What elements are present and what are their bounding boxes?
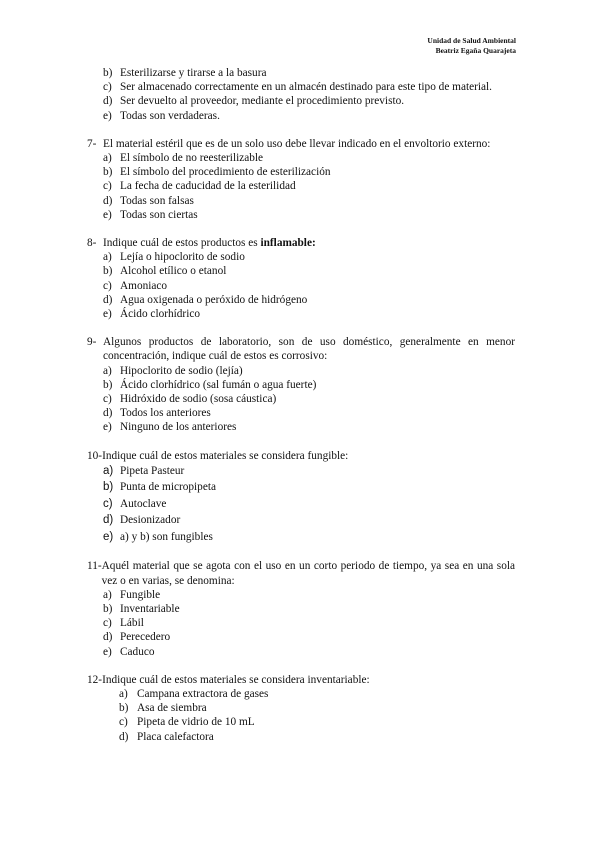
option-text: Placa calefactora xyxy=(137,730,214,743)
option-letter: e) xyxy=(103,530,114,543)
option-letter: a) xyxy=(103,464,114,477)
option-letter: a) xyxy=(103,364,112,377)
question-stem xyxy=(87,137,515,151)
question-number: 10- xyxy=(87,449,103,462)
option-letter: e) xyxy=(103,421,112,434)
option-text: Todos los anteriores xyxy=(120,407,211,420)
option-text: La fecha de caducidad de la esterilidad xyxy=(120,180,296,193)
option xyxy=(87,588,515,602)
option-letter: d) xyxy=(103,194,113,207)
option xyxy=(87,463,515,480)
question-stem xyxy=(87,236,515,250)
option-text: Ser devuelto al proveedor, mediante el procedimiento previsto. xyxy=(120,95,405,108)
option-text: Todas son ciertas xyxy=(120,208,198,221)
option-text: Autoclave xyxy=(120,497,167,510)
option xyxy=(87,264,515,278)
option xyxy=(87,616,515,630)
option xyxy=(87,279,515,293)
option-text: Todas son falsas xyxy=(120,194,194,207)
question-text: Indique cuál de estos materiales se considera inventariable: xyxy=(102,673,370,686)
option-letter: b) xyxy=(103,265,113,278)
option-letter: c) xyxy=(103,180,112,193)
question-text-bold: inflamable: xyxy=(260,237,316,250)
option-text: Pipeta Pasteur xyxy=(120,464,185,477)
option-letter: b) xyxy=(103,481,114,494)
question-stem xyxy=(87,449,515,463)
option-letter: c) xyxy=(103,81,112,94)
option-text: Asa de siembra xyxy=(137,702,207,715)
question-text: Indique cuál de estos materiales se considera fungible: xyxy=(102,449,349,462)
option-letter: c) xyxy=(103,279,112,292)
question-text xyxy=(103,236,515,250)
option-letter: e) xyxy=(103,109,112,122)
option-letter: c) xyxy=(119,716,128,729)
page-header xyxy=(427,36,516,56)
question-stem xyxy=(87,673,515,687)
option-text: Punta de micropipeta xyxy=(120,481,216,494)
option-text: Perecedero xyxy=(120,631,171,644)
option-letter: b) xyxy=(119,702,129,715)
option-letter: c) xyxy=(103,617,112,630)
options-q9 xyxy=(87,364,515,435)
option xyxy=(87,109,515,123)
question-10 xyxy=(87,449,515,546)
option xyxy=(87,420,515,434)
option-letter: d) xyxy=(103,293,113,306)
question-9 xyxy=(87,335,515,434)
option-letter: d) xyxy=(103,95,113,108)
option xyxy=(87,208,515,222)
option-text: Fungible xyxy=(120,588,161,601)
question-number: 8- xyxy=(87,237,97,250)
question-number: 12- xyxy=(87,673,103,686)
option xyxy=(87,66,515,80)
option-letter: b) xyxy=(103,602,113,615)
option xyxy=(87,512,515,529)
question-text: El material estéril que es de un solo uso debe llevar indicado en el envoltorio externo: xyxy=(103,137,491,150)
option-letter: b) xyxy=(103,67,113,79)
question-text: Aquél material que se agota con el uso en un corto periodo de tiempo, ya sea en una sola vez o en varias, se denomina: xyxy=(101,560,515,587)
option-letter: a) xyxy=(103,588,112,601)
options-q12 xyxy=(87,687,515,744)
option-letter: d) xyxy=(103,407,113,420)
question-text: Algunos productos de laboratorio, son de uso doméstico, generalmente en menor concentración, indique cuál de estos es corrosivo: xyxy=(103,336,515,363)
option xyxy=(103,687,515,701)
question-8 xyxy=(87,236,515,321)
question-number: 11- xyxy=(87,560,102,573)
question-7 xyxy=(87,137,515,222)
option xyxy=(87,165,515,179)
option xyxy=(87,630,515,644)
option-letter: e) xyxy=(103,645,112,658)
option-text: Todas son verdaderas. xyxy=(120,109,220,122)
option-letter: d) xyxy=(103,514,114,527)
header-unit: Unidad de Salud Ambiental xyxy=(427,36,516,45)
option xyxy=(87,307,515,321)
option-letter: e) xyxy=(103,308,112,321)
question-6 xyxy=(87,66,515,123)
question-12 xyxy=(87,673,515,744)
option-letter: a) xyxy=(103,152,112,165)
option-text: a) y b) son fungibles xyxy=(120,530,213,543)
option-letter: c) xyxy=(103,497,113,510)
option xyxy=(103,701,515,715)
option-text: Ser almacenado correctamente en un almacén destinado para este tipo de material. xyxy=(120,81,492,94)
option xyxy=(87,194,515,208)
option xyxy=(103,730,515,744)
option xyxy=(103,715,515,729)
option xyxy=(87,293,515,307)
option xyxy=(87,479,515,496)
option-text: Lábil xyxy=(120,617,144,630)
options-q6 xyxy=(87,66,515,123)
option-letter: a) xyxy=(119,688,128,700)
option-text: Lejía o hipoclorito de sodio xyxy=(120,251,245,264)
header-author: Beatriz Egaña Quarajeta xyxy=(435,46,516,55)
option-letter: c) xyxy=(103,393,112,406)
option-text: Desionizador xyxy=(120,514,181,527)
option-text: Hidróxido de sodio (sosa cáustica) xyxy=(120,393,277,406)
option xyxy=(87,80,515,94)
option-text: Ninguno de los anteriores xyxy=(120,421,237,434)
option-text: Alcohol etílico o etanol xyxy=(120,265,227,278)
option-text: Caduco xyxy=(120,645,155,658)
option-text: Hipoclorito de sodio (lejía) xyxy=(120,364,243,377)
option xyxy=(87,529,515,546)
question-number: 9- xyxy=(87,336,97,349)
option xyxy=(87,151,515,165)
option-text: Ácido clorhídrico (sal fumán o agua fuerte) xyxy=(120,378,317,391)
option-text: Pipeta de vidrio de 10 mL xyxy=(137,716,255,729)
option-letter: e) xyxy=(103,208,112,221)
option xyxy=(87,364,515,378)
option xyxy=(87,496,515,513)
options-q7 xyxy=(87,151,515,222)
option-text: Campana extractora de gases xyxy=(137,688,269,700)
option-letter: d) xyxy=(119,730,129,743)
option xyxy=(87,392,515,406)
option-letter: d) xyxy=(103,631,113,644)
option xyxy=(87,406,515,420)
option xyxy=(87,378,515,392)
option-text: Inventariable xyxy=(120,602,180,615)
options-q8 xyxy=(87,250,515,321)
option xyxy=(87,645,515,659)
question-text-plain: Indique cuál de estos productos es xyxy=(103,237,261,250)
question-stem xyxy=(87,335,515,363)
option-text: El símbolo del procedimiento de esterilización xyxy=(120,166,331,179)
option-text: Amoniaco xyxy=(120,279,168,292)
question-11 xyxy=(87,559,515,658)
option-text: Esterilizarse y tirarse a la basura xyxy=(120,67,267,79)
option xyxy=(87,602,515,616)
options-q10 xyxy=(87,463,515,546)
option xyxy=(87,179,515,193)
option-letter: b) xyxy=(103,166,113,179)
question-number: 7- xyxy=(87,137,97,150)
question-list xyxy=(87,66,515,744)
option-letter: b) xyxy=(103,378,113,391)
option-letter: a) xyxy=(103,251,112,264)
option xyxy=(87,94,515,108)
option xyxy=(87,250,515,264)
option-text: El símbolo de no reesterilizable xyxy=(120,152,264,165)
option-text: Ácido clorhídrico xyxy=(120,308,200,321)
question-stem xyxy=(87,559,515,587)
option-text: Agua oxigenada o peróxido de hidrógeno xyxy=(120,293,308,306)
options-q11 xyxy=(87,588,515,659)
